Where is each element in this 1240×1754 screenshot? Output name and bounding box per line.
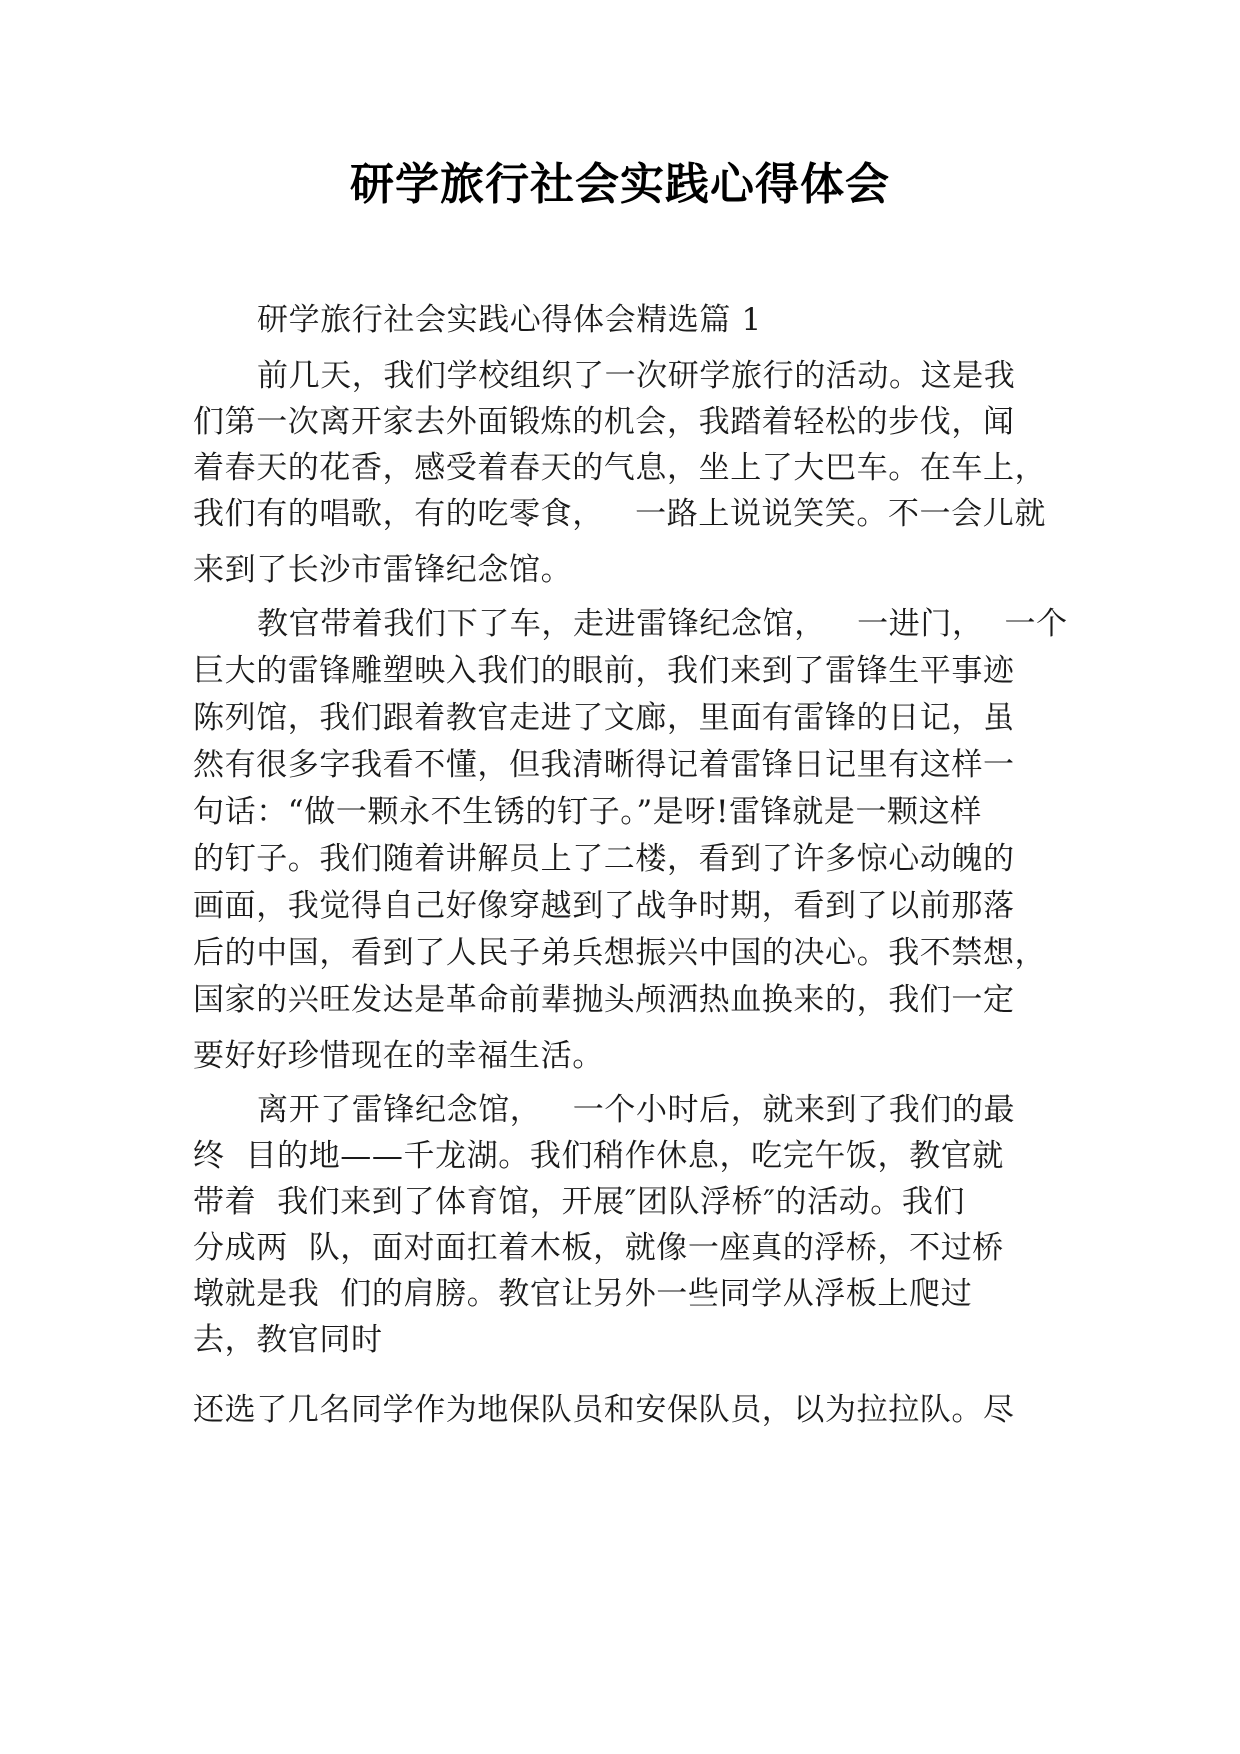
paragraph-line: 的钉子。我们随着讲解员上了二楼，看到了许多惊心动魄的 <box>193 841 1015 877</box>
paragraph-line: 巨大的雷锋雕塑映入我们的眼前，我们来到了雷锋生平事迹 <box>193 653 1015 689</box>
paragraph-line: 分成两 队，面对面扛着木板，就像一座真的浮桥，不过桥 <box>193 1230 1004 1266</box>
paragraph-line: 带着 我们来到了体育馆，开展″团队浮桥″的活动。我们 <box>193 1184 966 1220</box>
paragraph-line: 终 目的地——千龙湖。我们稍作休息，吃完午饭，教官就 <box>193 1138 1004 1174</box>
paragraph-line: 我们有的唱歌，有的吃零食， 一路上说说笑笑。不一会儿就 <box>193 496 1046 532</box>
paragraph-line: 句话：“做一颗永不生锈的钉子。”是呀!雷锋就是一颗这样 <box>193 794 982 830</box>
document-title: 研学旅行社会实践心得体会 <box>350 159 890 210</box>
paragraph-line: 离开了雷锋纪念馆， 一个小时后，就来到了我们的最 <box>257 1092 1016 1128</box>
paragraph-line: 墩就是我 们的肩膀。教官让另外一些同学从浮板上爬过 <box>193 1276 973 1312</box>
paragraph-line: 陈列馆，我们跟着教官走进了文廊，里面有雷锋的日记，虽 <box>193 700 1015 736</box>
paragraph-line: 然有很多字我看不懂，但我清晰得记着雷锋日记里有这样一 <box>193 747 1015 783</box>
section-heading: 研学旅行社会实践心得体会精选篇 1 <box>257 302 762 338</box>
paragraph-line: 画面，我觉得自己好像穿越到了战争时期，看到了以前那落 <box>193 888 1015 924</box>
paragraph-line: 国家的兴旺发达是革命前辈抛头颅洒热血换来的，我们一定 <box>193 982 1015 1018</box>
paragraph-line: 后的中国，看到了人民子弟兵想振兴中国的决心。我不禁想， <box>193 935 1047 971</box>
paragraph-line: 们第一次离开家去外面锻炼的机会，我踏着轻松的步伐，闻 <box>193 404 1015 440</box>
paragraph-line: 要好好珍惜现在的幸福生活。 <box>193 1038 604 1074</box>
paragraph-line: 来到了长沙市雷锋纪念馆。 <box>193 552 573 588</box>
paragraph-line: 着春天的花香，感受着春天的气息，坐上了大巴车。在车上， <box>193 450 1047 486</box>
paragraph-line: 教官带着我们下了车，走进雷锋纪念馆， 一进门， 一个 <box>257 606 1068 642</box>
paragraph-line: 去，教官同时 <box>193 1322 383 1358</box>
paragraph-line: 前几天，我们学校组织了一次研学旅行的活动。这是我 <box>257 358 1016 394</box>
paragraph-line: 还选了几名同学作为地保队员和安保队员，以为拉拉队。尽 <box>193 1392 1015 1428</box>
